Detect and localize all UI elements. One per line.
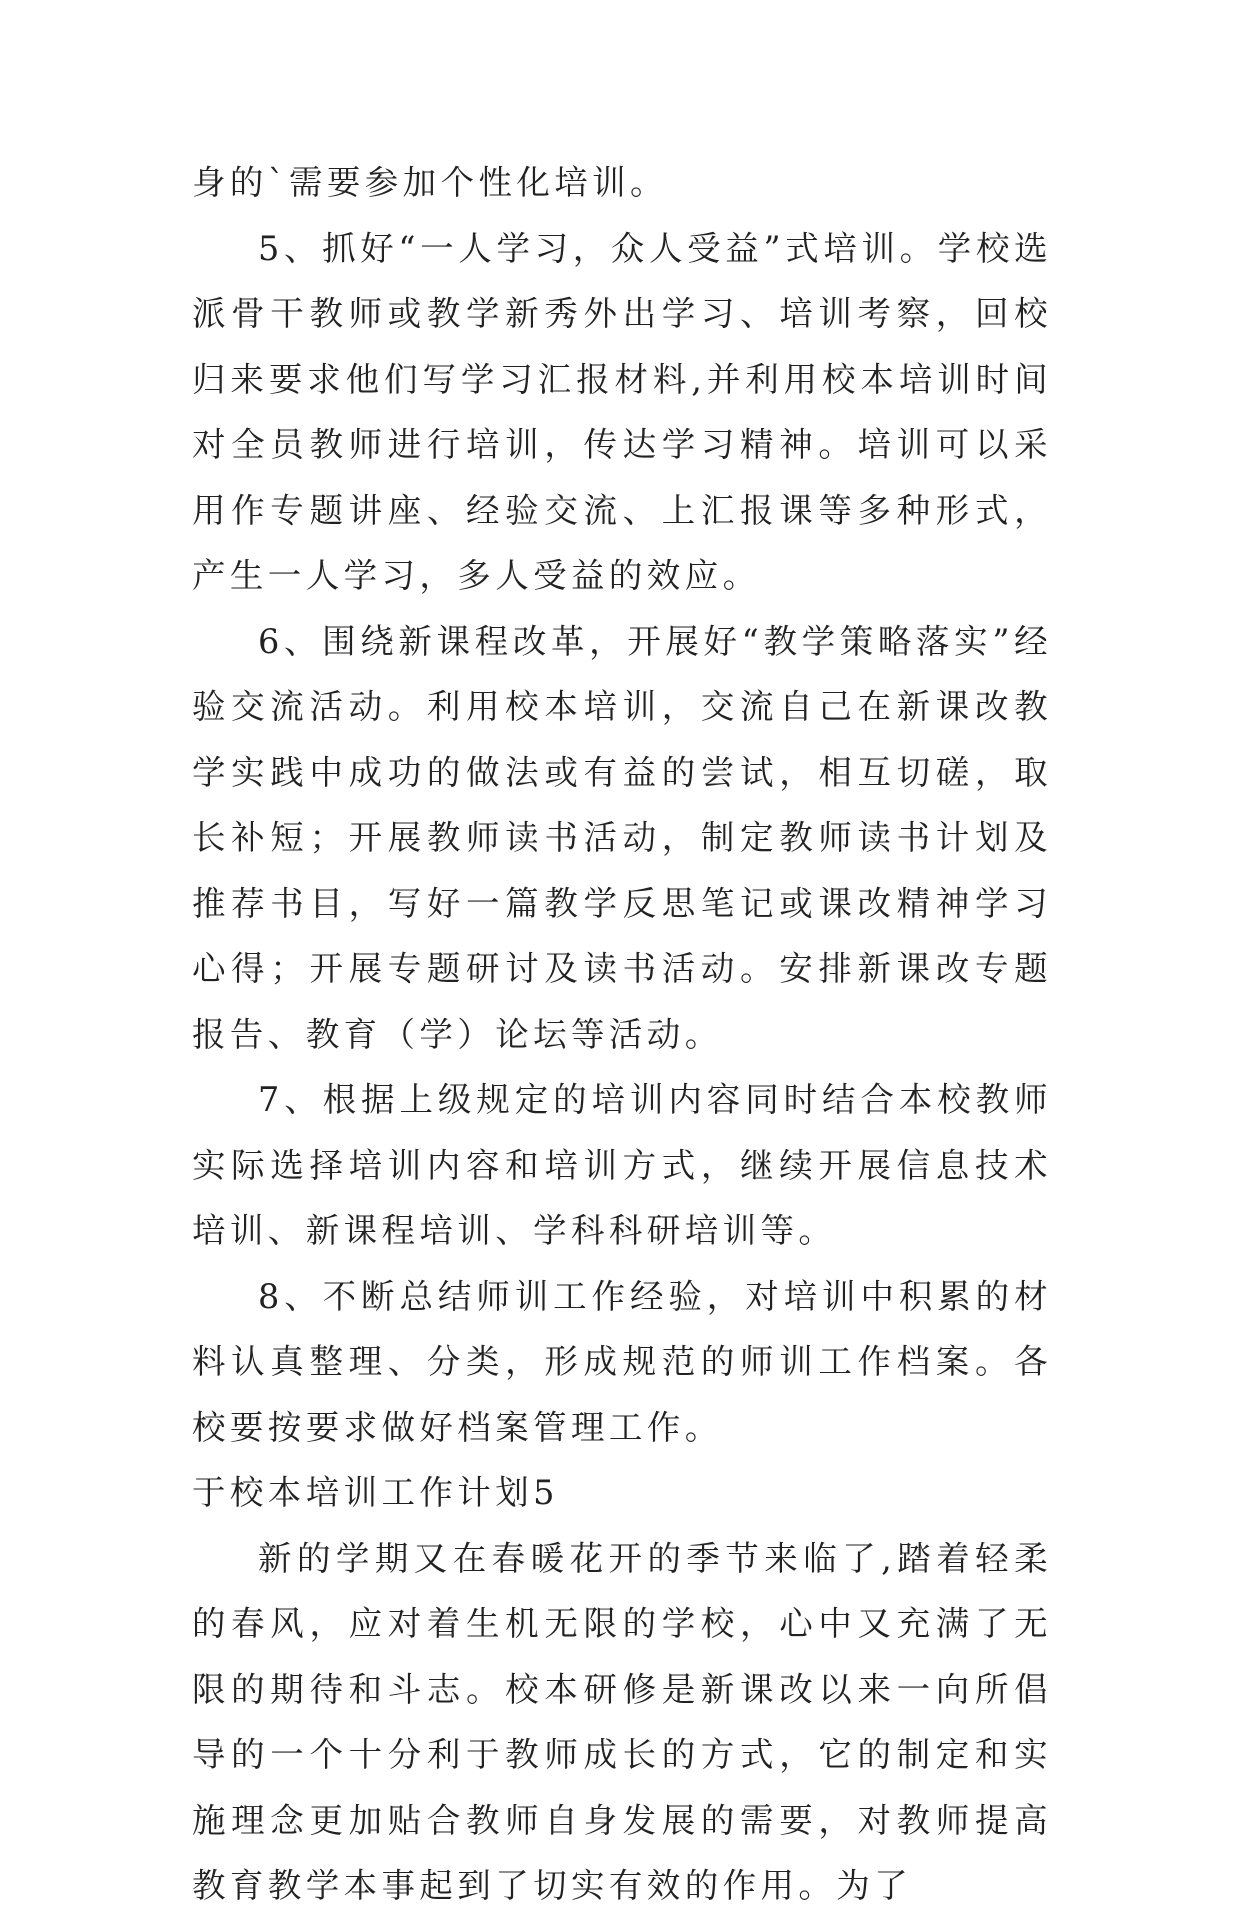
section-heading: 于校本培训工作计划5	[192, 1473, 559, 1512]
document-body	[192, 150, 1052, 1919]
paragraph-intro: 新的学期又在春暖花开的季节来临了,踏着轻柔的春风，应对着生机无限的学校，心中又充满了无限的期待和斗志。校本研修是新课改以来一向所倡导的一个十分利于教师成长的方式，它的制定和实施理念更加贴合教师自身发展的需要，对教师提高教育教学本事起到了切实有效的作用。为了	[192, 1538, 1052, 1905]
paragraph-item-8: 8、不断总结师训工作经验，对培训中积累的材料认真整理、分类，形成规范的师训工作档案。各校要按要求做好档案管理工作。	[192, 1276, 1052, 1447]
paragraph-continuation: 身的`需要参加个性化培训。	[192, 163, 668, 202]
paragraph-item-7: 7、根据上级规定的培训内容同时结合本校教师实际选择培训内容和培训方式，继续开展信息技术培训、新课程培训、学科科研培训等。	[192, 1080, 1052, 1250]
paragraph-item-6: 6、围绕新课程改革，开展好“教学策略落实”经验交流活动。利用校本培训，交流自己在新课改教学实践中成功的做法或有益的尝试，相互切磋，取长补短；开展教师读书活动，制定教师读书计划及推荐书目，写好一篇教学反思笔记或课改精神学习心得；开展专题研讨及读书活动。安排新课改专题报告、教育（学）论坛等活动。	[192, 621, 1052, 1054]
paragraph-item-5: 5、抓好“一人学习，众人受益”式培训。学校选派骨干教师或教学新秀外出学习、培训考察，回校归来要求他们写学习汇报材料,并利用校本培训时间对全员教师进行培训，传达学习精神。培训可以采用作专题讲座、经验交流、上汇报课等多种形式，产生一人学习，多人受益的效应。	[192, 228, 1052, 595]
